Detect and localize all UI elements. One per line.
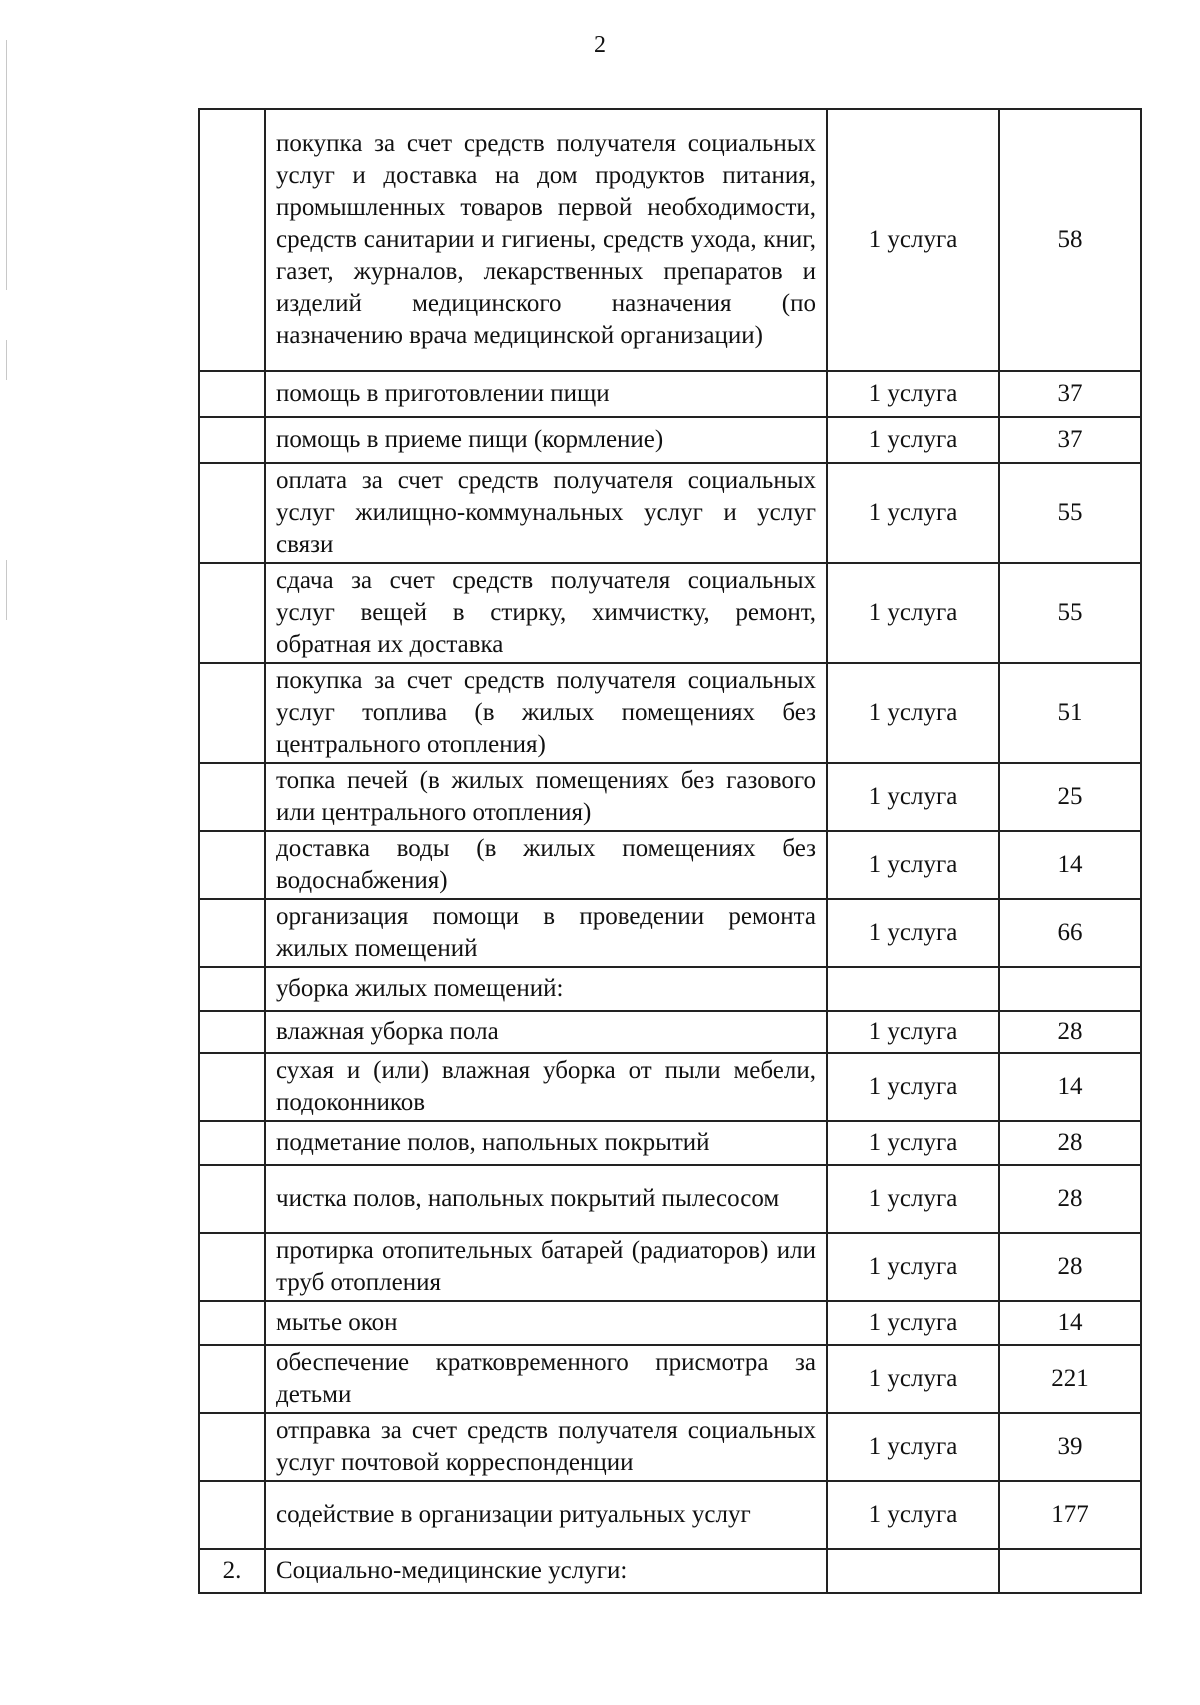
table-row xyxy=(199,463,1141,563)
service-unit xyxy=(827,1549,999,1593)
row-number xyxy=(199,1121,265,1165)
service-name: помощь в приготовлении пищи xyxy=(265,371,827,417)
service-price: 55 xyxy=(999,563,1141,663)
service-unit: 1 услуга xyxy=(827,371,999,417)
service-unit: 1 услуга xyxy=(827,1121,999,1165)
row-number xyxy=(199,967,265,1011)
table-row xyxy=(199,1413,1141,1481)
service-name: доставка воды (в жилых помещениях без водоснабжения) xyxy=(265,831,827,899)
service-price: 28 xyxy=(999,1121,1141,1165)
service-name: сдача за счет средств получателя социальных услуг вещей в стирку, химчистку, ремонт, обратная их доставка xyxy=(265,563,827,663)
service-price: 25 xyxy=(999,763,1141,831)
row-number xyxy=(199,463,265,563)
service-name: организация помощи в проведении ремонта жилых помещений xyxy=(265,899,827,967)
table-row xyxy=(199,967,1141,1011)
row-number xyxy=(199,1165,265,1233)
table-row xyxy=(199,109,1141,371)
table-row xyxy=(199,417,1141,463)
row-number xyxy=(199,1011,265,1053)
row-number xyxy=(199,371,265,417)
service-unit: 1 услуга xyxy=(827,899,999,967)
row-number xyxy=(199,1481,265,1549)
services-tariff-table xyxy=(198,108,1142,1594)
table-row xyxy=(199,1011,1141,1053)
row-number xyxy=(199,663,265,763)
row-number xyxy=(199,563,265,663)
table-row xyxy=(199,1481,1141,1549)
scan-edge-mark xyxy=(6,340,7,380)
table-row xyxy=(199,1165,1141,1233)
service-unit: 1 услуга xyxy=(827,1053,999,1121)
service-unit: 1 услуга xyxy=(827,1165,999,1233)
service-price: 177 xyxy=(999,1481,1141,1549)
row-number xyxy=(199,109,265,371)
table-row xyxy=(199,899,1141,967)
row-number xyxy=(199,831,265,899)
service-name: отправка за счет средств получателя социальных услуг почтовой корреспонденции xyxy=(265,1413,827,1481)
service-unit: 1 услуга xyxy=(827,1413,999,1481)
service-name: подметание полов, напольных покрытий xyxy=(265,1121,827,1165)
row-number xyxy=(199,899,265,967)
table-row xyxy=(199,1053,1141,1121)
table-row xyxy=(199,763,1141,831)
table-row xyxy=(199,1345,1141,1413)
row-number xyxy=(199,1301,265,1345)
service-name: Социально-медицинские услуги: xyxy=(265,1549,827,1593)
table-row xyxy=(199,1301,1141,1345)
scan-edge-mark xyxy=(6,560,7,620)
service-name: покупка за счет средств получателя социальных услуг и доставка на дом продуктов питания, промышленных товаров первой необходимости, средств санитарии и гигиены, средств ухода, книг, газет, журналов, лекарственных препаратов и изделий медицинского назначения (по назначению врача медицинской организации) xyxy=(265,109,827,371)
scan-edge-mark xyxy=(6,40,7,290)
service-name: помощь в приеме пищи (кормление) xyxy=(265,417,827,463)
row-number xyxy=(199,1345,265,1413)
service-price: 28 xyxy=(999,1233,1141,1301)
row-number xyxy=(199,763,265,831)
service-unit: 1 услуга xyxy=(827,763,999,831)
service-unit: 1 услуга xyxy=(827,417,999,463)
row-number xyxy=(199,417,265,463)
table-row xyxy=(199,1233,1141,1301)
service-unit: 1 услуга xyxy=(827,1345,999,1413)
service-name: оплата за счет средств получателя социальных услуг жилищно-коммунальных услуг и услуг связи xyxy=(265,463,827,563)
table-row xyxy=(199,663,1141,763)
service-price xyxy=(999,1549,1141,1593)
service-unit: 1 услуга xyxy=(827,463,999,563)
table-row xyxy=(199,1549,1141,1593)
service-price: 55 xyxy=(999,463,1141,563)
service-name: покупка за счет средств получателя социальных услуг топлива (в жилых помещениях без центрального отопления) xyxy=(265,663,827,763)
service-price: 58 xyxy=(999,109,1141,371)
service-name: топка печей (в жилых помещениях без газового или центрального отопления) xyxy=(265,763,827,831)
service-price: 221 xyxy=(999,1345,1141,1413)
page-number: 2 xyxy=(594,32,606,58)
service-unit: 1 услуга xyxy=(827,1233,999,1301)
service-price xyxy=(999,967,1141,1011)
service-unit xyxy=(827,967,999,1011)
service-unit: 1 услуга xyxy=(827,1011,999,1053)
service-price: 37 xyxy=(999,371,1141,417)
service-name: содействие в организации ритуальных услуг xyxy=(265,1481,827,1549)
service-unit: 1 услуга xyxy=(827,831,999,899)
service-unit: 1 услуга xyxy=(827,563,999,663)
service-unit: 1 услуга xyxy=(827,1481,999,1549)
table-row xyxy=(199,563,1141,663)
table-row xyxy=(199,1121,1141,1165)
service-price: 51 xyxy=(999,663,1141,763)
service-unit: 1 услуга xyxy=(827,1301,999,1345)
service-price: 28 xyxy=(999,1011,1141,1053)
service-name: обеспечение кратковременного присмотра за детьми xyxy=(265,1345,827,1413)
service-name: протирка отопительных батарей (радиаторов) или труб отопления xyxy=(265,1233,827,1301)
service-price: 66 xyxy=(999,899,1141,967)
service-price: 39 xyxy=(999,1413,1141,1481)
service-unit: 1 услуга xyxy=(827,109,999,371)
service-name: чистка полов, напольных покрытий пылесосом xyxy=(265,1165,827,1233)
service-name: влажная уборка пола xyxy=(265,1011,827,1053)
service-price: 37 xyxy=(999,417,1141,463)
row-number: 2. xyxy=(199,1549,265,1593)
service-name: мытье окон xyxy=(265,1301,827,1345)
table-row xyxy=(199,831,1141,899)
service-price: 14 xyxy=(999,831,1141,899)
service-name: уборка жилых помещений: xyxy=(265,967,827,1011)
row-number xyxy=(199,1413,265,1481)
service-name: сухая и (или) влажная уборка от пыли мебели, подоконников xyxy=(265,1053,827,1121)
row-number xyxy=(199,1233,265,1301)
row-number xyxy=(199,1053,265,1121)
service-price: 28 xyxy=(999,1165,1141,1233)
table-row xyxy=(199,371,1141,417)
service-price: 14 xyxy=(999,1053,1141,1121)
service-price: 14 xyxy=(999,1301,1141,1345)
service-unit: 1 услуга xyxy=(827,663,999,763)
